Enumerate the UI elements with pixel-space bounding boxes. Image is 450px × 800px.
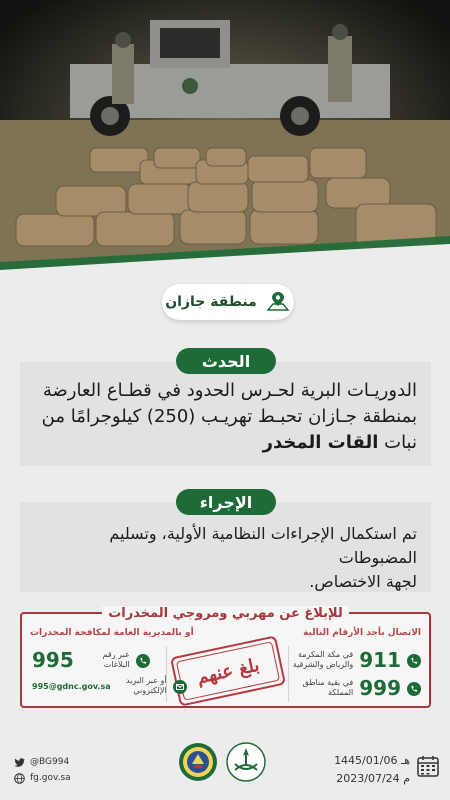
report-number: 995 <box>32 648 74 672</box>
twitter-icon <box>14 757 25 768</box>
footer-website[interactable] <box>14 770 71 786</box>
region-badge <box>162 284 294 320</box>
action-card <box>20 502 431 592</box>
phone-icon <box>407 653 421 667</box>
calendar-icon <box>416 754 440 778</box>
report-email[interactable] <box>32 676 187 696</box>
event-line-2: بمنطقة جـازان تحبـط تهريـب (250) كيلوجرامًا من <box>41 406 417 427</box>
mail-icon <box>173 679 187 693</box>
report-sub-left: أو بالمديرية العامة لمكافحة المخدرات <box>30 628 194 638</box>
event-line-3 <box>30 430 417 456</box>
report-title: للإبلاغ عن مهربي ومروجي المخدرات <box>22 606 429 621</box>
event-line-3-prefix: نبات <box>384 432 417 453</box>
location-pin-icon <box>265 290 291 314</box>
report-sub-right: الاتصال بأحد الأرقام التالية <box>303 628 421 638</box>
report-number-desc: عبر رقم البلاغات <box>102 650 130 669</box>
report-stamp <box>170 635 286 706</box>
contact-911[interactable] <box>279 648 421 672</box>
date-block <box>334 752 410 788</box>
contact-999[interactable] <box>279 676 421 700</box>
region-label: منطقة جازان <box>165 294 257 310</box>
divider <box>288 646 289 702</box>
footer-twitter[interactable] <box>14 754 71 770</box>
emblems <box>178 742 266 782</box>
saudi-emblem-icon <box>226 742 266 782</box>
action-line-2: لجهة الاختصاص. <box>309 572 417 591</box>
report-box <box>20 606 431 708</box>
event-line-3-bold: القات المخدر <box>262 432 379 453</box>
contact-number: 999 <box>359 676 401 700</box>
event-line-1: الدوريـات البرية لحـرس الحدود في قطـاع العارضة <box>42 380 417 401</box>
report-email-desc: أو عبر البريد الإلكتروني <box>125 676 167 695</box>
contact-number: 911 <box>359 648 401 672</box>
contact-desc: في بقية مناطق المملكة <box>302 678 354 697</box>
globe-icon <box>14 773 25 784</box>
phone-icon <box>407 681 421 695</box>
action-line-1: تم استكمال الإجراءات النظامية الأولية، وتسليم المضبوطات <box>109 524 417 567</box>
footer-social <box>14 754 71 786</box>
date-gregorian: 2023/07/24 م <box>336 772 410 785</box>
report-email-address: 995@gdnc.gov.sa <box>32 681 111 691</box>
contact-desc: في مكة المكرمة والرياض والشرقية <box>292 650 354 669</box>
phone-icon <box>136 653 150 667</box>
event-tag: الحدث <box>176 348 276 374</box>
report-stamp-text: بلغ عنهم <box>176 641 280 701</box>
website-url: fg.gov.sa <box>30 773 71 783</box>
border-guard-emblem-icon <box>178 742 218 782</box>
event-card <box>20 362 431 466</box>
date-hijri: 1445/01/06 هـ <box>334 754 410 767</box>
report-line-995[interactable] <box>32 648 150 672</box>
action-tag: الإجراء <box>176 489 276 515</box>
seizure-photo <box>0 0 450 290</box>
twitter-handle: @BG994 <box>30 757 70 767</box>
